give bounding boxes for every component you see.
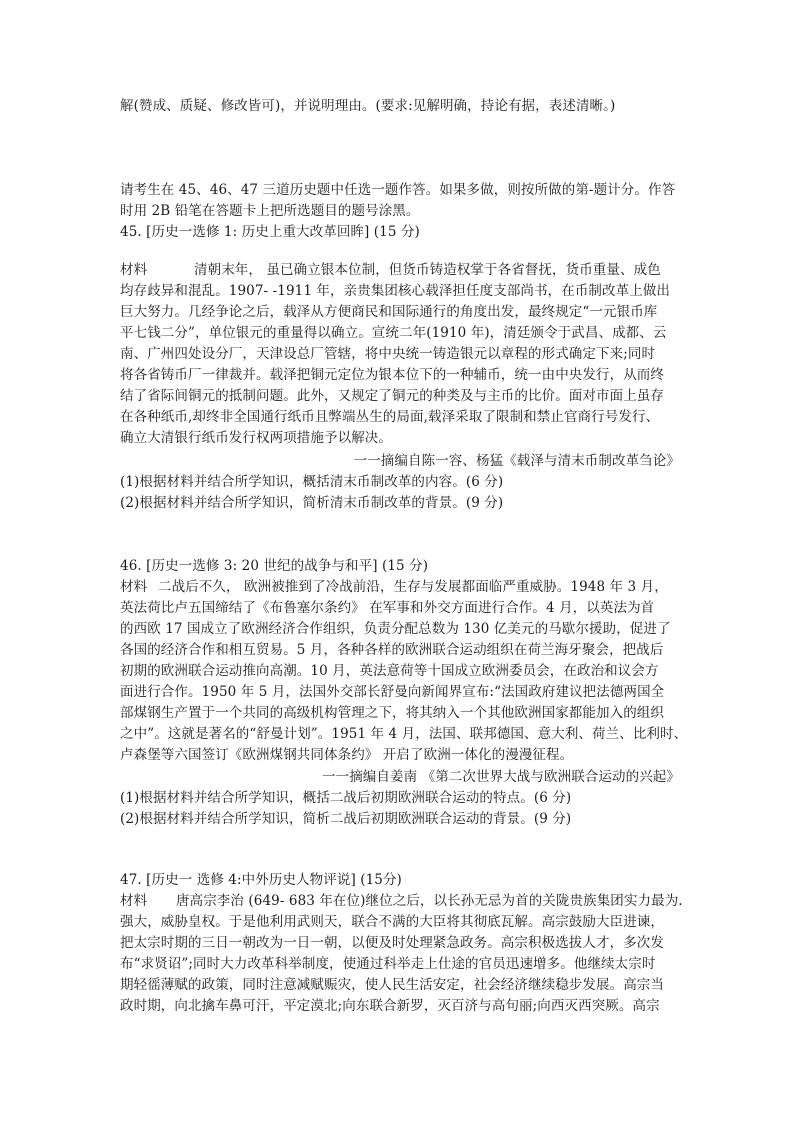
- q45-material-line-5: 南、广州四处设分厂，天津设总厂管辖，将中央统一铸造银元以章程的形式确定下来;同时: [120, 346, 656, 362]
- q47-material-line-2: 强大，威胁皇权。于是他利用武则天，联合不满的大臣将其彻底瓦解。高宗鼓励大臣进谏，: [120, 914, 664, 930]
- q46-material-line-6: 面进行合作。1950 年 5 月，法国外交部长舒曼向新闻界宣布:“法国政府建议把法德两国全: [120, 684, 665, 700]
- q45-material-line-7: 结了省际间铜元的抵制问题。此外，又规定了铜元的种类及与主币的比价。面对市面上虽存: [120, 388, 664, 404]
- q46-source: 一一摘编自姜南 《第二次世界大战与欧洲联合运动的兴起》: [322, 769, 680, 785]
- q46-material-line-5: 初期的欧洲联合运动推向高潮。10 月，英法意荷等十国成立欧洲委员会，在政治和议会方: [120, 663, 659, 679]
- q45-question-1: (1)根据材料并结合所学知识，概括清末币制改革的内容。(6 分): [120, 474, 504, 490]
- q45-material-text: 清朝末年， 虽已确立银本位制，但货币铸造权掌于各省督抚，货币重量、成色: [194, 262, 661, 278]
- q46-heading: 46. [历史一选修 3: 20 世纪的战争与和平] (15 分): [120, 558, 429, 574]
- q47-material-line-5: 期轻徭薄赋的政策，同时注意减赋赈灾，使人民生活安定，社会经济继续稳步发展。高宗当: [120, 977, 664, 993]
- q46-material-line-2: 英法荷比卢五国缔结了《布鲁塞尔条约》 在军事和外交方面进行合作。4 月，以英法为首: [120, 600, 655, 616]
- q46-material-line-8: 之中”。这就是著名的“舒曼计划”。1951 年 4 月，法国、联邦德国、意大利、荷兰、比利时、: [120, 726, 688, 742]
- q45-material-line-3: 巨大努力。几经争论之后，载泽从方便商民和国际通行的角度出发，最终规定“一元银币库: [120, 304, 658, 320]
- q45-source: 一一摘编自陈一容、杨猛《载泽与清末币制改革刍论》: [353, 453, 680, 469]
- q46-material-line-9: 卢森堡等六国签订《欧洲煤钢共同体条约》 开启了欧洲一体化的漫漫征程。: [120, 747, 574, 763]
- q47-material-line-1: [120, 891, 683, 911]
- q45-material-label: 材料: [120, 262, 148, 278]
- intro-line: 解(赞成、质疑、修改皆可)，并说明理由。(要求:见解明确，持论有据，表述清晰。): [120, 98, 616, 114]
- q45-material-line-6: 将各省铸币厂一律裁并。载泽把铜元定位为银本位下的一种辅币，统一由中央发行，从而终: [120, 367, 664, 383]
- q45-heading: 45. [历史一选修 1: 历史上重大改革回眸] (15 分): [120, 224, 420, 240]
- q47-material-line-6: 政时期，向北擒车鼻可汗，平定漠北;向东联合新罗，灭百济与高句丽;向西灭西突厥。高宗: [120, 998, 660, 1014]
- q45-question-2: (2)根据材料并结合所学知识，简析清末币制改革的背景。(9 分): [120, 495, 504, 511]
- q46-question-2: (2)根据材料并结合所学知识，简析二战后初期欧洲联合运动的背景。(9 分): [120, 811, 572, 827]
- q46-material-line-3: 的西欧 17 国成立了欧洲经济合作组织，负责分配总数为 130 亿美元的马歇尔援助，促进了: [120, 621, 671, 637]
- q46-material-text: 二战后不久， 欧洲被推到了冷战前沿，生存与发展都面临严重威胁。1948 年 3 月，: [158, 579, 668, 595]
- q47-heading: 47. [历史一 选修 4:中外历史人物评说] (15分): [120, 872, 402, 888]
- q47-material-line-3: 把太宗时期的三日一朝改为一日一朝，以便及时处理紧急政务。高宗积极选拔人才，多次发: [120, 935, 664, 951]
- q45-material-line-2: 均存歧异和混乱。1907- -1911 年，亲贵集团核心载泽担任度支部尚书，在币制改革上做出: [120, 283, 671, 299]
- instruction-line-2: 时用 2B 铅笔在答题卡上把所选题目的题号涂黑。: [120, 203, 420, 219]
- instruction-line-1: 请考生在 45、46、47 三道历史题中任选一题作答。如果多做，则按所做的第-题计分。作答: [120, 182, 676, 198]
- q46-material-line-7: 部煤钢生产置于一个共同的高级机构管理之下，将其纳入一个其他欧洲国家都能加入的组织: [120, 705, 664, 721]
- q47-material-text: 唐高宗李治 (649- 683 年在位)继位之后，以长孙无忌为首的关陇贵族集团实力最为.: [176, 893, 683, 909]
- q45-material-line-8: 在各种纸币,却终非全国通行纸币且弊端丛生的局面,载泽采取了限制和禁止官商行号发行、: [120, 409, 660, 425]
- q46-material-line-1: [120, 577, 668, 597]
- q46-material-label: 材料: [120, 579, 148, 595]
- q47-material-label: 材料: [120, 893, 148, 909]
- q45-material-line-1: [120, 260, 661, 280]
- q47-material-line-4: 布“求贤诏”;同时大力改革科举制度，使通过科举走上仕途的官员迅速增多。他继续太宗时: [120, 956, 656, 972]
- q46-material-line-4: 各国的经济合作和相互贸易。5 月，各种各样的欧洲联合运动组织在荷兰海牙聚会，把战后: [120, 642, 664, 658]
- q46-question-1: (1)根据材料并结合所学知识，概括二战后初期欧洲联合运动的特点。(6 分): [120, 790, 572, 806]
- q45-material-line-9: 确立大清银行纸币发行权两项措施予以解决。: [120, 430, 392, 446]
- q45-material-line-4: 平七钱二分”，单位银元的重量得以确立。宣统二年(1910 年)，清廷颁令于武昌、成都、云: [120, 325, 667, 341]
